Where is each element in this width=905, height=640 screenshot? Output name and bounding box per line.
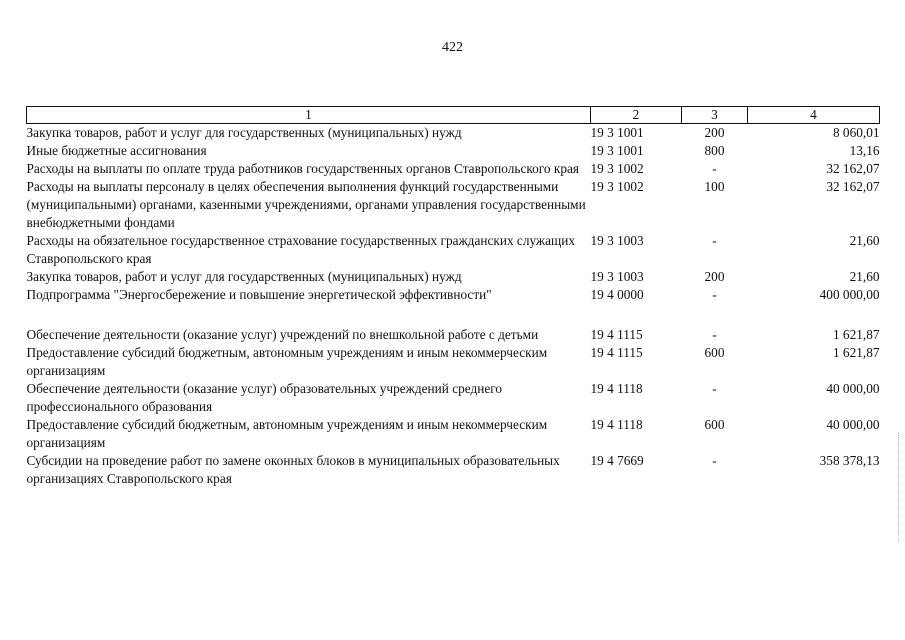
row-code: 19 3 1003 bbox=[590, 269, 644, 284]
table-row bbox=[27, 124, 880, 143]
row-spacer bbox=[27, 304, 880, 326]
table-row bbox=[27, 452, 880, 488]
row-sum: 21,60 bbox=[849, 233, 880, 248]
row-code: 19 3 1001 bbox=[590, 143, 644, 158]
row-name: Расходы на обязательное государственное страхование государственных гражданских служащих Ставропольского края bbox=[26, 233, 576, 266]
row-type: 800 bbox=[704, 143, 725, 158]
row-type: 100 bbox=[704, 179, 725, 194]
row-sum: 32 162,07 bbox=[826, 161, 880, 176]
row-type: - bbox=[712, 287, 717, 302]
row-name: Закупка товаров, работ и услуг для государственных (муниципальных) нужд bbox=[26, 269, 462, 284]
row-type: 600 bbox=[704, 417, 725, 432]
row-name: Расходы на выплаты персоналу в целях обеспечения выполнения функций государственными (муниципальными) органами, казенными учреждениями, органами управления государственными внебюджетными фондами bbox=[26, 179, 586, 230]
row-type: 200 bbox=[704, 269, 725, 284]
row-name: Предоставление субсидий бюджетным, автономным учреждениям и иным некоммерческим организациям bbox=[26, 417, 548, 450]
row-name: Подпрограмма "Энергосбережение и повышение энергетической эффективности" bbox=[26, 287, 492, 302]
row-sum: 8 060,01 bbox=[832, 125, 880, 140]
row-code: 19 4 1118 bbox=[590, 417, 643, 432]
row-name: Расходы на выплаты по оплате труда работников государственных органов Ставропольского края bbox=[26, 161, 580, 176]
row-type: - bbox=[712, 453, 717, 468]
table-row bbox=[27, 416, 880, 452]
row-name: Обеспечение деятельности (оказание услуг) учреждений по внешкольной работе с детьми bbox=[26, 327, 539, 342]
row-code: 19 4 1118 bbox=[590, 381, 643, 396]
table-row bbox=[27, 286, 880, 304]
row-code: 19 4 1115 bbox=[590, 345, 643, 360]
row-name: Субсидии на проведение работ по замене оконных блоков в муниципальных образовательных организациях Ставропольского края bbox=[26, 453, 560, 486]
row-type: - bbox=[712, 381, 717, 396]
row-type: 600 bbox=[704, 345, 725, 360]
row-sum: 21,60 bbox=[849, 269, 880, 284]
row-sum: 358 378,13 bbox=[819, 453, 880, 468]
row-sum: 1 621,87 bbox=[832, 345, 880, 360]
row-sum: 400 000,00 bbox=[819, 287, 880, 302]
row-name: Предоставление субсидий бюджетным, автономным учреждениям и иным некоммерческим организациям bbox=[26, 345, 548, 378]
header-col-2: 2 bbox=[591, 107, 682, 124]
table-row bbox=[27, 380, 880, 416]
row-code: 19 3 1002 bbox=[590, 179, 644, 194]
row-name: Обеспечение деятельности (оказание услуг) образовательных учреждений среднего профессионального образования bbox=[26, 381, 503, 414]
row-code: 19 3 1002 bbox=[590, 161, 644, 176]
row-type: - bbox=[712, 233, 717, 248]
row-code: 19 4 0000 bbox=[590, 287, 644, 302]
table-row bbox=[27, 344, 880, 380]
table-row bbox=[27, 178, 880, 232]
row-sum: 40 000,00 bbox=[826, 417, 880, 432]
table-row bbox=[27, 268, 880, 286]
row-code: 19 4 1115 bbox=[590, 327, 643, 342]
table-row bbox=[27, 326, 880, 344]
page-number: 422 bbox=[442, 40, 463, 55]
scan-margin-marks bbox=[898, 432, 902, 542]
row-type: - bbox=[712, 161, 717, 176]
row-type: 200 bbox=[704, 125, 725, 140]
header-col-1: 1 bbox=[27, 107, 591, 124]
row-sum: 13,16 bbox=[849, 143, 880, 158]
row-name: Закупка товаров, работ и услуг для государственных (муниципальных) нужд bbox=[26, 125, 462, 140]
table-row bbox=[27, 142, 880, 160]
row-code: 19 3 1001 bbox=[590, 125, 644, 140]
header-col-4: 4 bbox=[748, 107, 880, 124]
row-code: 19 4 7669 bbox=[590, 453, 644, 468]
row-sum: 1 621,87 bbox=[832, 327, 880, 342]
header-col-3: 3 bbox=[682, 107, 748, 124]
table-row bbox=[27, 160, 880, 178]
row-sum: 32 162,07 bbox=[826, 179, 880, 194]
table-body bbox=[27, 124, 880, 489]
row-code: 19 3 1003 bbox=[590, 233, 644, 248]
row-sum: 40 000,00 bbox=[826, 381, 880, 396]
row-type: - bbox=[712, 327, 717, 342]
table-row bbox=[27, 232, 880, 268]
budget-table bbox=[26, 106, 880, 488]
table-header bbox=[27, 107, 880, 124]
row-name: Иные бюджетные ассигнования bbox=[26, 143, 207, 158]
